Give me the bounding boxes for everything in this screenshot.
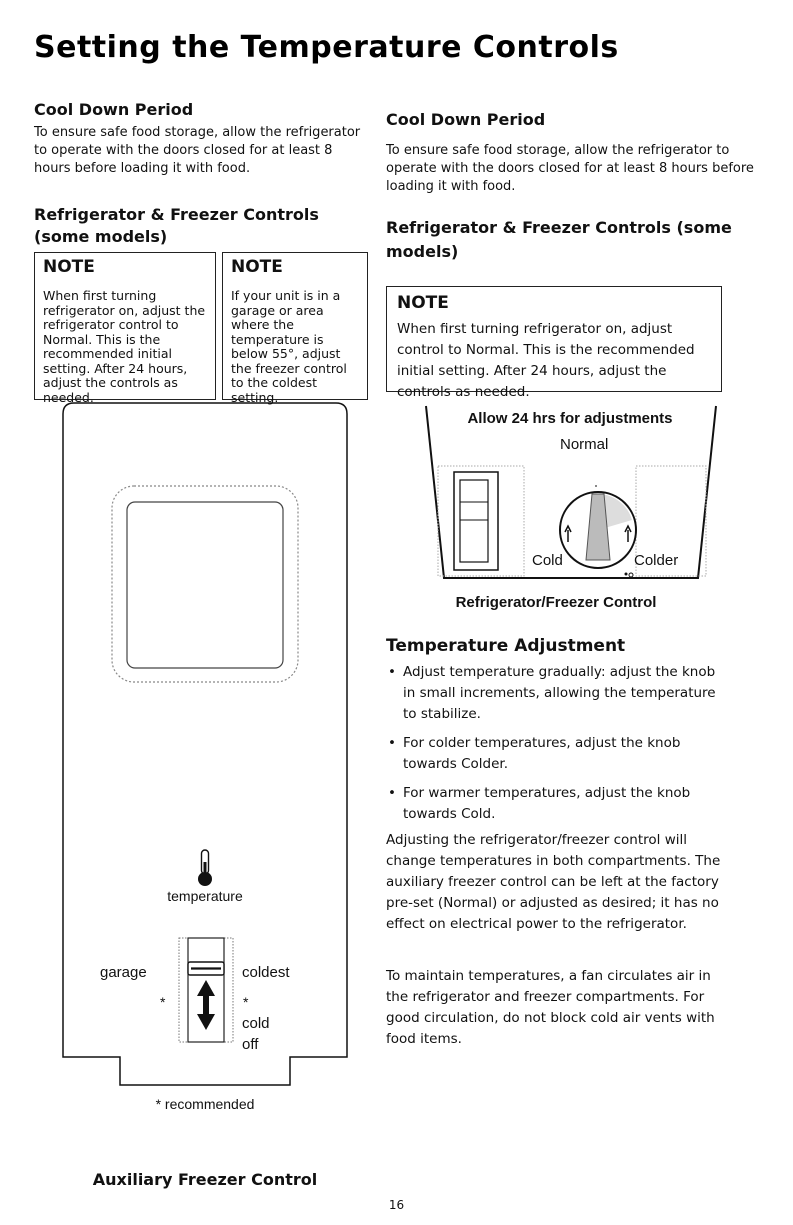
- paragraph-adjusting: Adjusting the refrigerator/freezer control will change temperatures in both compartments. The auxiliary freezer control can be left at the factory pre-set (Normal) or adjusted as desired; it has no effect on electrical power to the refrigerator.: [386, 832, 721, 932]
- auxiliary-freezer-caption: Auxiliary Freezer Control: [92, 1170, 318, 1189]
- recommended-star-left: *: [160, 994, 166, 1010]
- coldest-label: coldest: [242, 964, 290, 981]
- garage-label: garage: [100, 964, 147, 981]
- bullet-item: • For colder temperatures, adjust the knob towards Colder.: [386, 733, 726, 775]
- paragraph-circulation: To maintain temperatures, a fan circulates air in the refrigerator and freezer compartments. For good circulation, do not block cold air vents with food items.: [386, 968, 715, 1047]
- refrigerator-freezer-dial-panel: [420, 402, 720, 582]
- recommended-star-right: *: [243, 994, 249, 1010]
- left-cool-down-heading: Cool Down Period: [34, 100, 194, 119]
- note-text: If your unit is in a garage or area where the temperature is below 55°, adjust the freezer control to the coldest setting.: [231, 288, 347, 405]
- dial-colder-label: Colder: [634, 552, 679, 569]
- auxiliary-freezer-panel: [62, 402, 348, 1087]
- bullet-item: • Adjust temperature gradually: adjust the knob in small increments, allowing the temperature to stabilize.: [386, 662, 726, 725]
- note-text: When first turning refrigerator on, adjust the refrigerator control to Normal. This is the recommended initial setting. After 24 hours, adjust the controls as needed.: [43, 288, 206, 405]
- thermometer-icon: [196, 848, 214, 888]
- note-heading: NOTE: [43, 257, 95, 277]
- page-title: Setting the Temperature Controls: [34, 30, 619, 65]
- note-heading: NOTE: [397, 293, 449, 313]
- right-cool-down-heading: Cool Down Period: [386, 110, 546, 129]
- dial-caption: Refrigerator/Freezer Control: [455, 594, 657, 611]
- left-note-box-2: [222, 252, 368, 405]
- dial-normal-label: Normal: [560, 436, 609, 453]
- adjustment-bullets: [386, 662, 726, 833]
- bullet-item: • For warmer temperatures, adjust the knob towards Cold.: [386, 783, 726, 825]
- left-note-box-1: [34, 252, 216, 405]
- right-cool-down-text: To ensure safe food storage, allow the refrigerator to operate with the doors closed for at least 8 hours before loading it with food.: [386, 143, 754, 194]
- temperature-label: temperature: [167, 888, 243, 904]
- temperature-adjustment-heading: Temperature Adjustment: [386, 636, 626, 656]
- left-controls-heading: Refrigerator & Freezer Controls (some models): [34, 205, 319, 246]
- temperature-slider[interactable]: [178, 936, 234, 1044]
- note-text: When first turning refrigerator on, adjust control to Normal. This is the recommended initial setting. After 24 hours, adjust the controls as needed.: [397, 321, 695, 400]
- cold-label: cold: [242, 1015, 270, 1032]
- left-cool-down-text: To ensure safe food storage, allow the refrigerator to operate with the doors closed for at least 8 hours before loading it with food.: [34, 125, 361, 176]
- note-heading: NOTE: [231, 257, 283, 277]
- recommended-footnote: * recommended: [155, 1096, 255, 1112]
- page-number: 16: [388, 1198, 405, 1212]
- dial-cold-label: Cold: [532, 552, 563, 569]
- dial-header: Allow 24 hrs for adjustments: [467, 410, 673, 427]
- off-label: off: [242, 1036, 259, 1053]
- right-controls-heading: Refrigerator & Freezer Controls (some models): [386, 218, 732, 261]
- right-note-box: [386, 286, 722, 400]
